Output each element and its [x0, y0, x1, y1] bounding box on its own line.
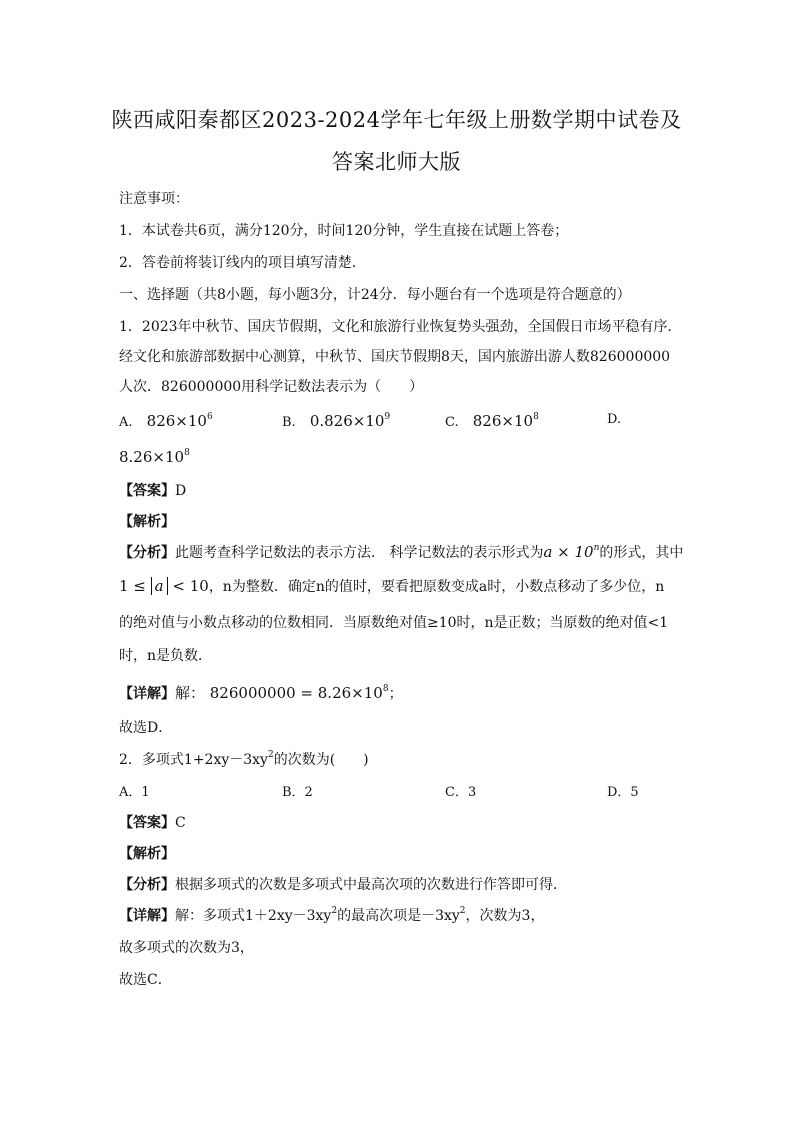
- q2-fenxi: 【分析】根据多项式的次数是多项式中最高次项的次数进行作答即可得．: [119, 877, 567, 893]
- doc-title-line1: 陕西咸阳秦都区2023-2024学年七年级上册数学期中试卷及: [111, 108, 682, 132]
- q1-choose: 故选D．: [119, 720, 173, 736]
- abs-value-a: a: [151, 577, 168, 595]
- q1-detail: 【详解】解： $826000000 = 8.26\times 10^8$；: [119, 684, 403, 702]
- option-value: $826\times 10^6$: [146, 412, 213, 430]
- q2-option-b: B．2: [282, 785, 313, 800]
- q1-option-d-value: $8.26\times 10^8$: [119, 448, 190, 466]
- q2-stem: 2．多项式$1+2xy-3xy^2$的次数为( ): [119, 750, 369, 768]
- notice-item-2: 2．答卷前将装订线内的项目填写清楚．: [119, 255, 366, 271]
- q1-fenxi-line1: 【分析】此题考查科学记数法的表示方法． 科学记数法的表示形式为$a \times 10^n$的形式，其中: [119, 543, 684, 561]
- q1-answer: 【答案】D: [119, 483, 187, 499]
- q1-stem-line1: 1．2023年中秋节、国庆节假期，文化和旅游行业恢复势头强劲，全国假日市场平稳有序．: [119, 319, 682, 335]
- option-value: $0.826\times 10^9$: [309, 412, 391, 430]
- q1-option-b: [282, 412, 390, 430]
- q2-option-c: C．3: [445, 785, 477, 800]
- q1-analysis-tag: 【解析】: [119, 514, 175, 530]
- section-heading-choice: 一、选择题（共8小题，每小题3分，计24分．每小题台有一个选项是符合题意的）: [119, 287, 631, 303]
- q2-detail: 【详解】解：多项式$1+2xy-3xy^2$的最高次项是$-3xy^2$，次数为3，: [119, 906, 545, 924]
- q2-option-a: A．1: [119, 785, 150, 800]
- q1-stem-line2: 经文化和旅游部数据中心测算，中秋节、国庆节假期8天，国内旅游出游人数826000000: [119, 349, 671, 365]
- doc-title-line2: 答案北师大版: [332, 150, 461, 174]
- q2-answer: 【答案】C: [119, 815, 186, 831]
- q1-option-c: [445, 412, 539, 430]
- q2-option-d: D．5: [607, 785, 639, 800]
- q1-fenxi-line2: 1 ≤ a < 10，n为整数．确定n的值时，要看把原数变成a时，小数点移动了多少位，n: [119, 577, 665, 595]
- option-value: $826\times 10^8$: [472, 412, 539, 430]
- q2-conclusion: 故多项式的次数为3，: [119, 940, 254, 956]
- q1-option-a: [119, 412, 213, 430]
- q1-stem-line3: 人次．826000000用科学记数法表示为（ ）: [119, 379, 424, 395]
- notice-heading: 注意事项：: [119, 191, 189, 207]
- q2-analysis-tag: 【解析】: [119, 846, 175, 862]
- option-label: B.: [282, 415, 296, 430]
- notice-item-1: 1．本试卷共6页，满分120分，时间120分钟，学生直接在试题上答卷；: [119, 223, 569, 239]
- q1-option-d-label: D.: [607, 412, 622, 427]
- option-label: A.: [119, 415, 133, 430]
- q2-choose: 故选C．: [119, 972, 172, 988]
- q1-fenxi-line4: 时，n是负数．: [119, 648, 213, 664]
- option-label: C.: [445, 415, 459, 430]
- q1-fenxi-line3: 的绝对值与小数点移动的位数相同．当原数绝对值≥10时，n是正数；当原数的绝对值<1: [119, 615, 669, 631]
